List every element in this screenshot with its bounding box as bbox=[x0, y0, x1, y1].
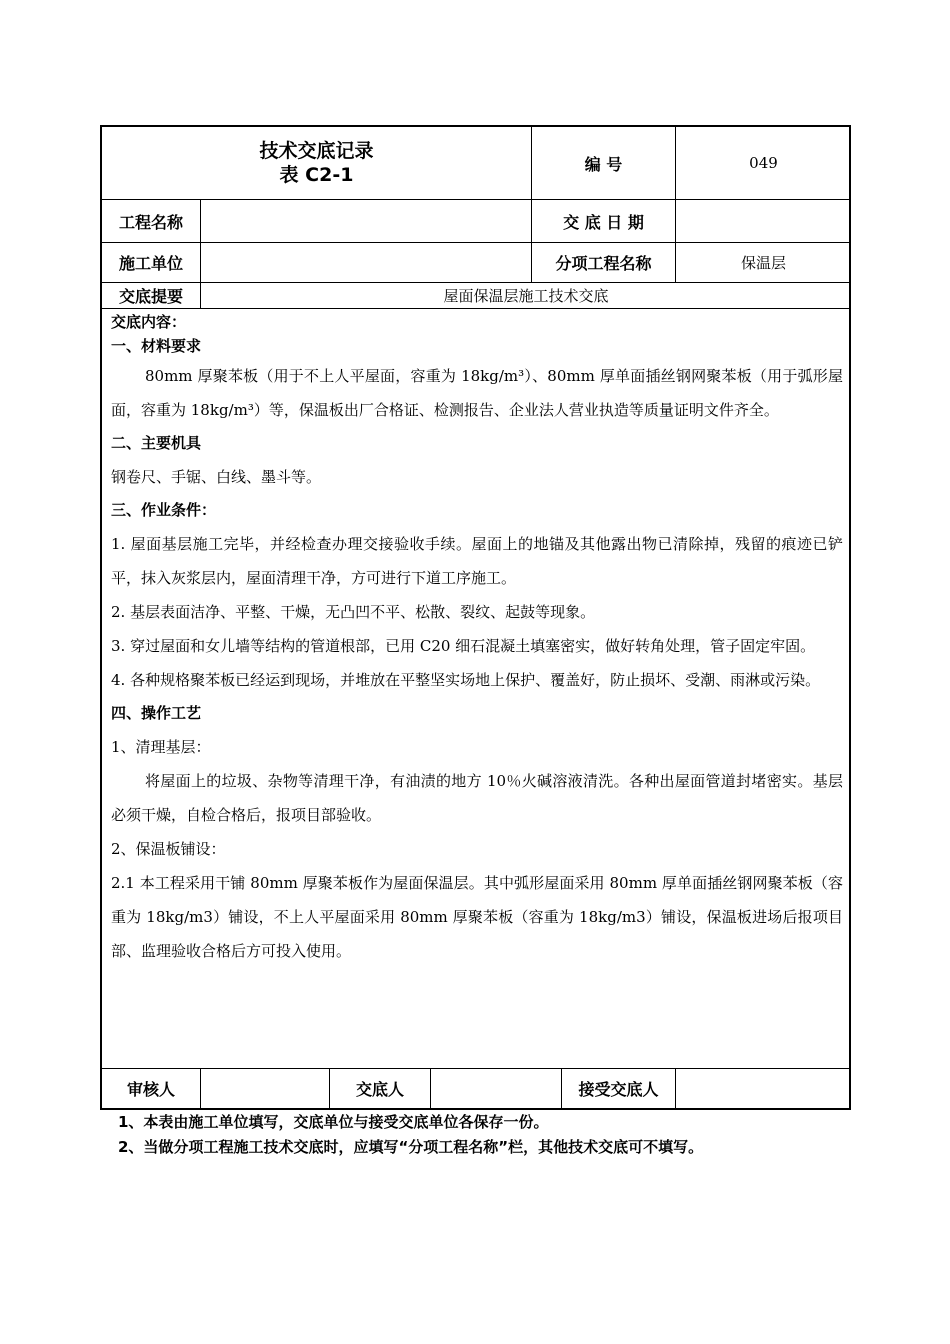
contractor-label: 施工单位 bbox=[118, 254, 183, 273]
footnote-2: 2、当做分项工程施工技术交底时，应填写“分项工程名称”栏，其他技术交底可不填写。 bbox=[118, 1138, 704, 1156]
footnote-1: 1、本表由施工单位填写，交底单位与接受交底单位各保存一份。 bbox=[118, 1113, 549, 1131]
form-code: 表 C2-1 bbox=[279, 164, 354, 186]
section-process-text-2: 2.1 本工程采用干铺 80mm 厚聚苯板作为屋面保温层。其中弧形屋面采用 80mm 厚单面插丝钢网聚苯板（容重为 18kg/m3）铺设，不上人平屋面采用 80mm 厚聚苯板（容重为 18kg/m3）铺设，保温板进场后报项目部、监理验收合格后方可投入使用。 bbox=[111, 874, 843, 960]
contractor-value[interactable] bbox=[201, 243, 531, 282]
form-title: 技术交底记录 bbox=[259, 140, 374, 162]
reviewer-label: 审核人 bbox=[126, 1080, 175, 1099]
summary-value: 屋面保温层施工技术交底 bbox=[443, 287, 609, 305]
grid-line bbox=[102, 1068, 851, 1069]
section-process-text-1: 将屋面上的垃圾、杂物等清理干净，有油渍的地方 10％火碱溶液清洗。各种出屋面管道封堵密实。基层必须干燥，自检合格后，报项目部验收。 bbox=[111, 772, 843, 824]
discloser-label: 交底人 bbox=[355, 1080, 404, 1099]
grid-line bbox=[102, 242, 851, 243]
grid-line bbox=[675, 127, 676, 282]
grid-line bbox=[200, 1068, 201, 1108]
grid-line bbox=[430, 1068, 431, 1108]
grid-line bbox=[561, 1068, 562, 1108]
receiver-value[interactable] bbox=[676, 1069, 851, 1108]
section-conditions-item-2: 2. 基层表面洁净、平整、干燥，无凸凹不平、松散、裂纹、起鼓等现象。 bbox=[111, 603, 596, 621]
section-conditions-item-3: 3. 穿过屋面和女儿墙等结构的管道根部，已用 C20 细石混凝土填塞密实，做好转角处理，管子固定牢固。 bbox=[111, 637, 816, 655]
disclosure-form bbox=[100, 125, 851, 1110]
grid-line bbox=[329, 1068, 330, 1108]
section-process-sub-1: 1、清理基层： bbox=[111, 738, 211, 756]
grid-line bbox=[102, 199, 851, 200]
disclosure-date-value[interactable] bbox=[676, 200, 851, 242]
project-name-value[interactable] bbox=[201, 200, 531, 242]
section-conditions-item-4: 4. 各种规格聚苯板已经运到现场，并堆放在平整坚实场地上保护、覆盖好，防止损坏、受潮、雨淋或污染。 bbox=[111, 671, 821, 689]
disclosure-date-label: 交 底 日 期 bbox=[563, 212, 644, 232]
grid-line bbox=[200, 199, 201, 308]
subproject-label: 分项工程名称 bbox=[555, 254, 652, 273]
grid-line bbox=[102, 282, 851, 283]
form-title-block bbox=[102, 127, 531, 199]
grid-line bbox=[102, 308, 851, 309]
section-conditions-item-1: 1. 屋面基层施工完毕，并经检查办理交接验收手续。屋面上的地锚及其他露出物已清除掉，残留的痕迹已铲平，抹入灰浆层内，屋面清理干净，方可进行下道工序施工。 bbox=[111, 535, 843, 587]
summary-label: 交底提要 bbox=[118, 287, 183, 306]
grid-line bbox=[675, 1068, 676, 1108]
section-process-sub-2: 2、保温板铺设： bbox=[111, 840, 226, 858]
project-name-label: 工程名称 bbox=[118, 212, 183, 232]
disclosure-content bbox=[111, 311, 843, 968]
subproject-value: 保温层 bbox=[740, 254, 786, 272]
number-label: 编 号 bbox=[584, 154, 623, 174]
section-tools-text: 钢卷尺、手锯、白线、墨斗等。 bbox=[111, 468, 322, 486]
reviewer-value[interactable] bbox=[201, 1069, 329, 1108]
section-materials-title: 一、材料要求 bbox=[111, 337, 202, 355]
section-conditions-title: 三、作业条件： bbox=[111, 501, 217, 519]
section-process-title: 四、操作工艺 bbox=[111, 704, 202, 722]
section-tools-title: 二、主要机具 bbox=[111, 434, 202, 452]
receiver-label: 接受交底人 bbox=[578, 1080, 659, 1099]
discloser-value[interactable] bbox=[431, 1069, 561, 1108]
section-materials-text: 80mm 厚聚苯板（用于不上人平屋面，容重为 18kg/m³）、80mm 厚单面插丝钢网聚苯板（用于弧形屋面，容重为 18kg/m³）等，保温板出厂合格证、检测报告、企业法人营业执造等质量证明文件齐全。 bbox=[111, 367, 843, 419]
content-intro: 交底内容： bbox=[111, 313, 187, 331]
number-value: 049 bbox=[749, 154, 778, 172]
grid-line bbox=[531, 127, 532, 282]
